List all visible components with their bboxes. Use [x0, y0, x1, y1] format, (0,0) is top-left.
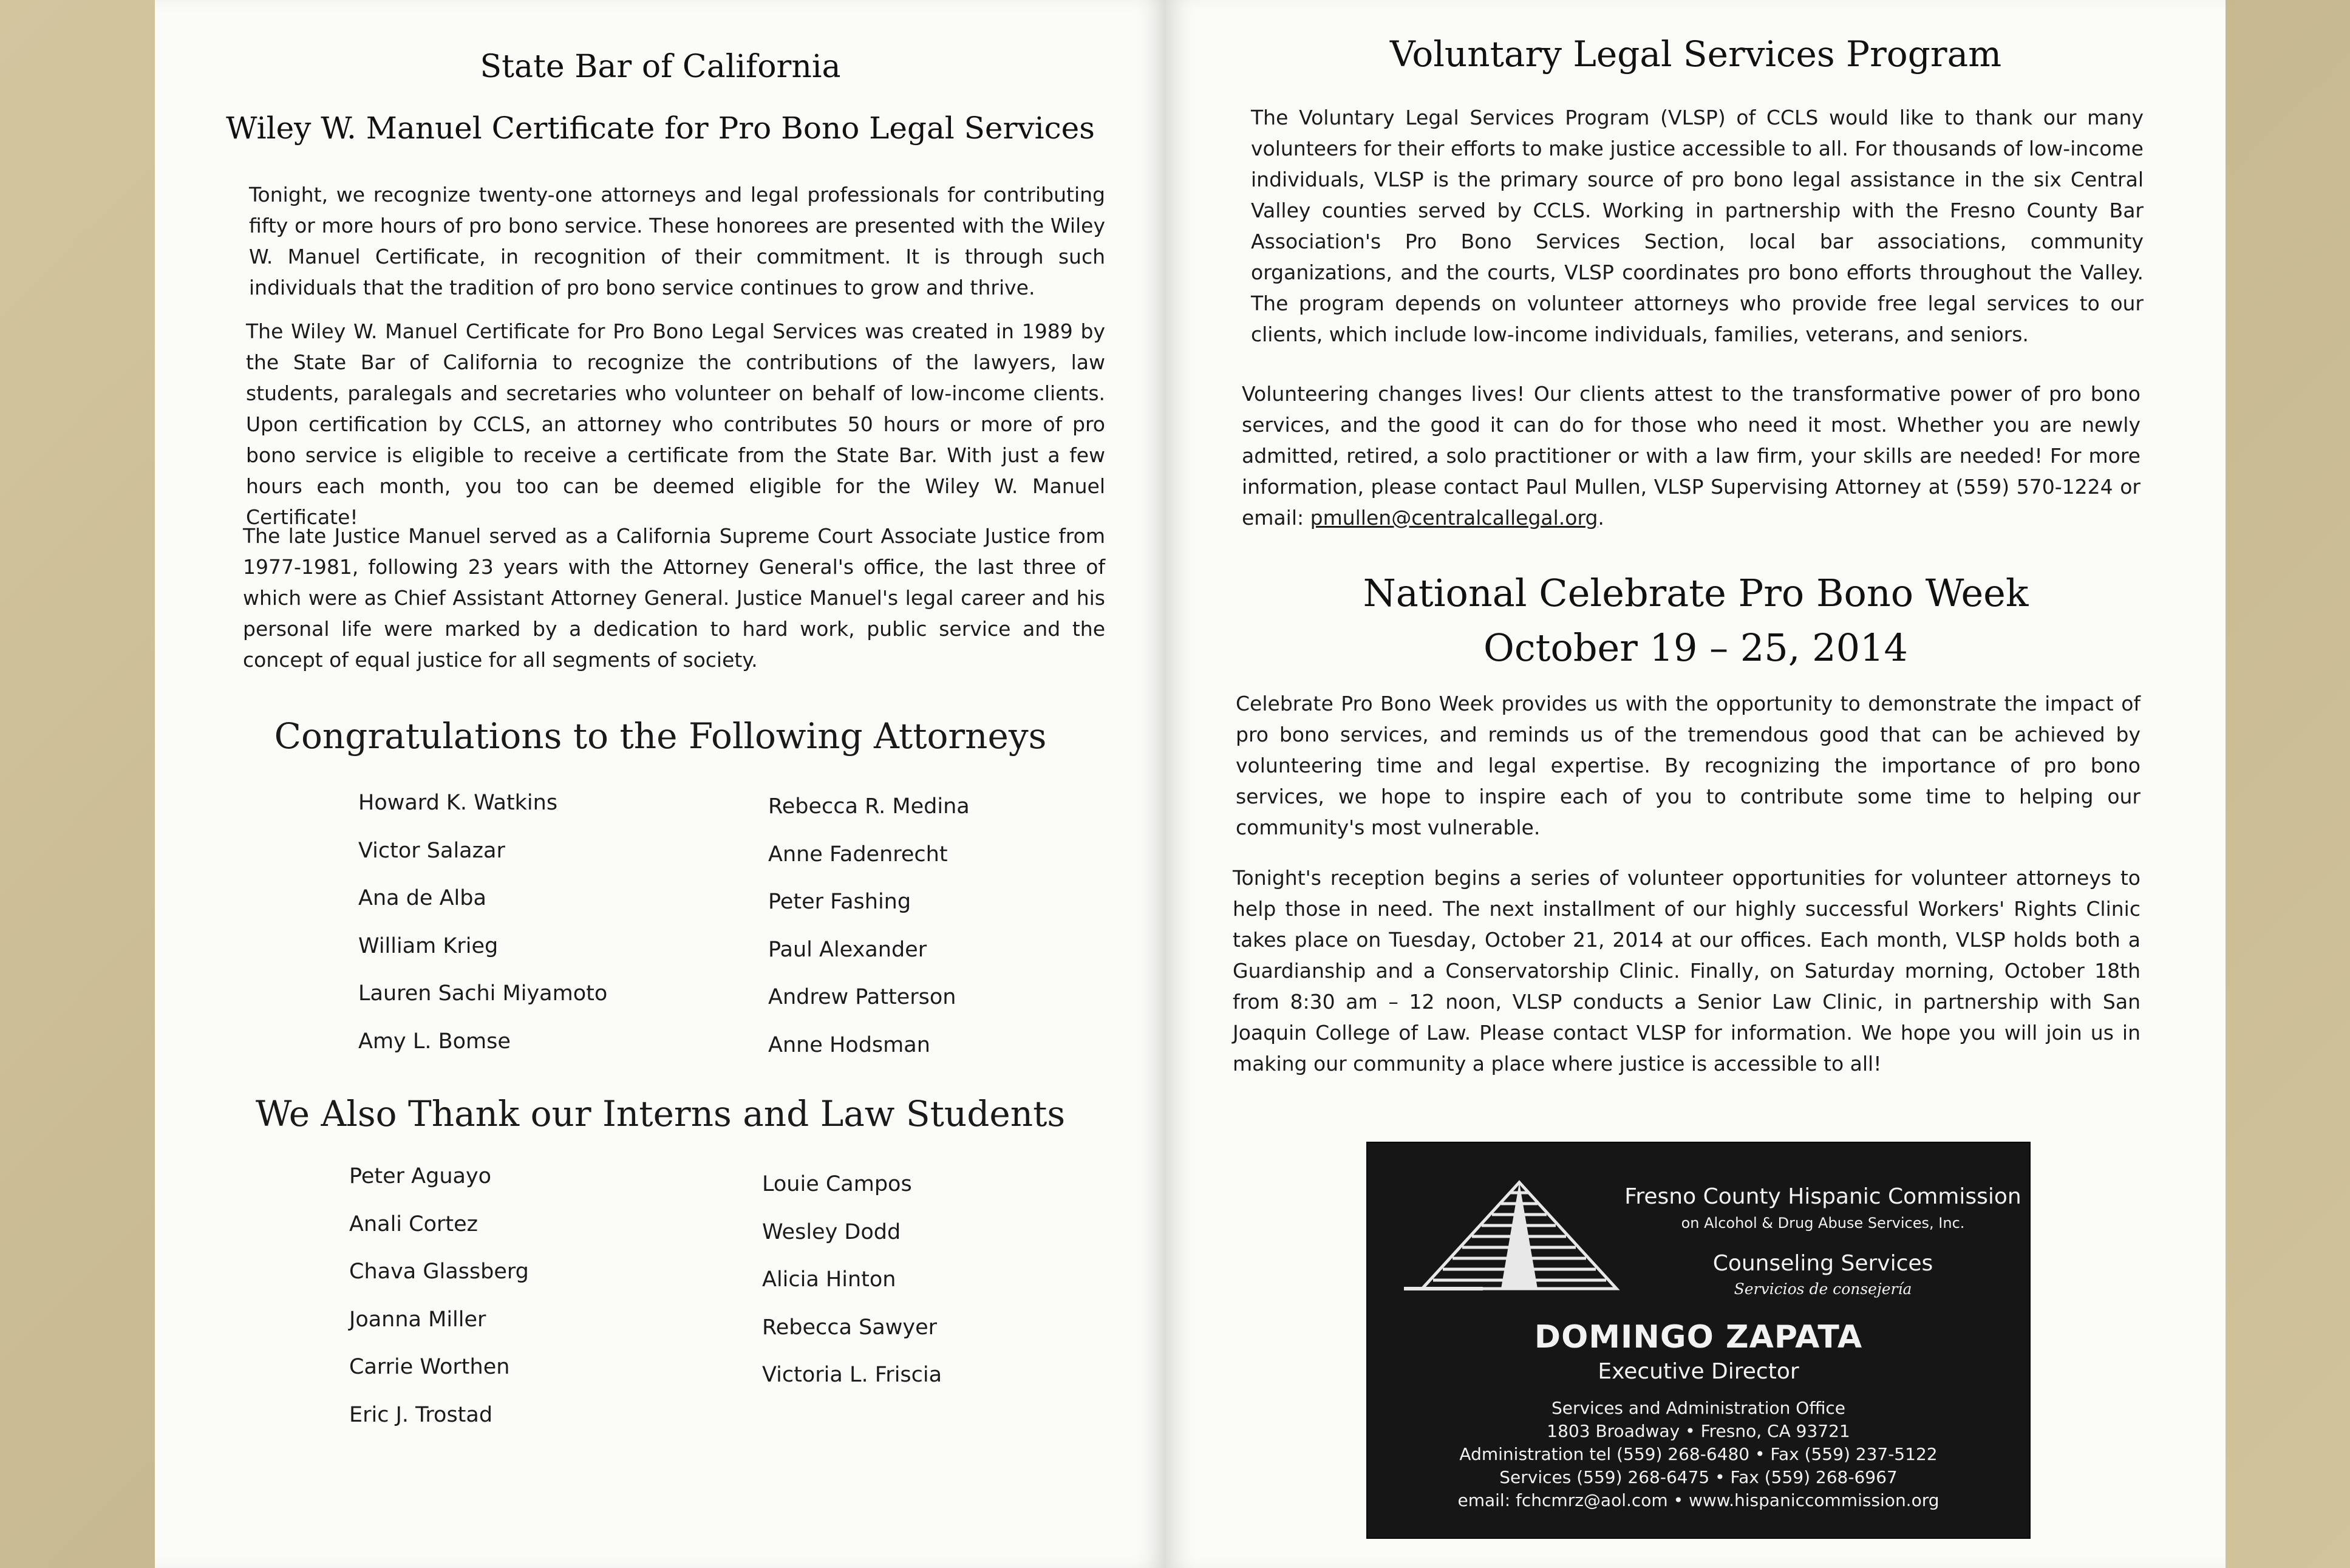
list-item: Wesley Dodd	[762, 1219, 901, 1244]
list-item: Joanna Miller	[349, 1307, 486, 1332]
list-item: Anne Fadenrecht	[768, 842, 948, 867]
page-title: State Bar of California	[480, 49, 841, 85]
contact-line: email: fchcmrz@aol.com • www.hispaniccommission.org	[1457, 1490, 1940, 1510]
interns-list-right	[762, 1171, 1078, 1409]
list-item: Paul Alexander	[768, 937, 927, 962]
list-item: William Krieg	[358, 933, 499, 958]
intro-paragraph: Tonight, we recognize twenty-one attorneys and legal professionals for contributing fifty or more hours of pro bono service. These honorees are presented with the Wiley W. Manuel Certificate, in recognition of their commitment. It is through such individuals that the tradition of pro bono service continues to grow and thrive.	[249, 183, 1105, 299]
org-name: Fresno County Hispanic Commission	[1624, 1184, 2021, 1209]
right-page	[1166, 0, 2226, 1568]
vlsp-paragraph: The Voluntary Legal Services Program (VLSP) of CCLS would like to thank our many volunteers for their efforts to make justice accessible to all. For thousands of low-income individuals, VLSP is the primary source of pro bono legal assistance in the six Central Valley counties served by CCLS. Working in partnership with the Fresno County Bar Association's Pro Bono Services Section, local bar associations, community organizations, and the courts, VLSP coordinates pro bono efforts throughout the Valley. The program depends on volunteer attorneys who provide free legal services to our clients, which include low-income individuals, families, veterans, and seniors.	[1251, 106, 2144, 346]
list-item: Victoria L. Friscia	[762, 1363, 942, 1387]
hispanic-commission-ad	[1366, 1142, 2031, 1539]
org-subtitle: on Alcohol & Drug Abuse Services, Inc.	[1681, 1215, 1965, 1232]
director-name: DOMINGO ZAPATA	[1534, 1319, 1863, 1355]
list-item: Anne Hodsman	[768, 1032, 930, 1057]
list-item: Howard K. Watkins	[358, 791, 558, 815]
left-page	[155, 0, 1166, 1568]
list-item: Louie Campos	[762, 1172, 912, 1196]
attorneys-list-left	[358, 789, 698, 1075]
celebrate-paragraph: Celebrate Pro Bono Week provides us with the opportunity to demonstrate the impact of pro bono services, and reminds us of the tremendous good that can be achieved by volunteering time and legal expertise. By recognizing the importance of pro bono services, we hope to inspire each of you to contribute some time to helping our community's most vulnerable.	[1236, 692, 2141, 839]
list-item: Eric J. Trostad	[349, 1402, 493, 1427]
service-label-es: Servicios de consejería	[1734, 1280, 1912, 1298]
email-link[interactable]: pmullen@centralcallegal.org	[1310, 506, 1598, 530]
list-item: Carrie Worthen	[349, 1355, 510, 1379]
list-item: Amy L. Bomse	[358, 1029, 511, 1054]
volunteer-text-end: .	[1598, 506, 1604, 530]
interns-list-left	[349, 1163, 689, 1449]
services-phone: Services (559) 268-6475 • Fax (559) 268-6967	[1499, 1467, 1898, 1487]
justice-paragraph: The late Justice Manuel served as a California Supreme Court Associate Justice from 1977-1981, following 23 years with the Attorney General's office, the last three of which were as Chief Assistant Attorney General. Justice Manuel's legal career and his personal life were marked by a dedication to hard work, public service and the concept of equal justice for all segments of society.	[243, 524, 1105, 672]
reception-paragraph: Tonight's reception begins a series of volunteer opportunities for volunteer attorneys to help those in need. The next installment of our highly successful Workers' Rights Clinic takes place on Tuesday, October 21, 2014 at our offices. Each month, VLSP holds both a Guardianship and a Conservatorship Clinic. Finally, on Saturday morning, October 18th from 8:30 am – 12 noon, VLSP conducts a Senior Law Clinic, in partnership with San Joaquin College of Law. Please contact VLSP for information. We hope you will join us in making our community a place where justice is accessible to all!	[1233, 866, 2141, 1075]
volunteer-text: Volunteering changes lives! Our clients attest to the transformative power of pro bono services, and the good it can do for those who need it most. Whether you are newly admitted, retired, a solo practitioner or with a law firm, your skills are needed! For more information, please contact Paul Mullen, VLSP Supervising Attorney at (559) 570-1224 or email:	[1242, 382, 2141, 530]
list-item: Peter Fashing	[768, 890, 911, 914]
vlsp-title: Voluntary Legal Services Program	[1389, 33, 2002, 75]
admin-phone: Administration tel (559) 268-6480 • Fax (559) 237-5122	[1459, 1444, 1938, 1464]
list-item: Victor Salazar	[358, 838, 505, 863]
list-item: Chava Glassberg	[349, 1260, 529, 1284]
list-item: Alicia Hinton	[762, 1267, 896, 1292]
office-address: 1803 Broadway • Fresno, CA 93721	[1547, 1421, 1850, 1441]
list-item: Andrew Patterson	[768, 985, 956, 1009]
service-label: Counseling Services	[1712, 1251, 1933, 1276]
certificate-subtitle: Wiley W. Manuel Certificate for Pro Bono Legal Services	[226, 111, 1095, 146]
volunteer-paragraph	[1242, 378, 2141, 533]
director-role: Executive Director	[1598, 1359, 1799, 1384]
attorneys-list-right	[768, 793, 1084, 1079]
attorneys-heading: Congratulations to the Following Attorneys	[274, 715, 1047, 757]
list-item: Ana de Alba	[358, 886, 486, 910]
list-item: Lauren Sachi Miyamoto	[358, 981, 608, 1006]
list-item: Peter Aguayo	[349, 1164, 492, 1188]
pro-bono-week-heading: National Celebrate Pro Bono Week	[1363, 571, 2029, 615]
pro-bono-week-dates: October 19 – 25, 2014	[1483, 625, 1908, 670]
list-item: Rebecca Sawyer	[762, 1315, 938, 1340]
office-label: Services and Administration Office	[1551, 1398, 1846, 1418]
list-item: Rebecca R. Medina	[768, 794, 970, 819]
pyramid-icon	[1404, 1173, 1635, 1295]
list-item: Anali Cortez	[349, 1212, 479, 1236]
interns-heading: We Also Thank our Interns and Law Students	[255, 1093, 1066, 1134]
history-paragraph: The Wiley W. Manuel Certificate for Pro Bono Legal Services was created in 1989 by the State Bar of California to recognize the contributions of the lawyers, law students, paralegals and secretaries who volunteer on behalf of low-income clients. Upon certification by CCLS, an attorney who contributes 50 hours or more of pro bono service is eligible to receive a certificate from the State Bar. With just a few hours each month, you too can be deemed eligible for the Wiley W. Manuel Certificate!	[246, 319, 1105, 529]
